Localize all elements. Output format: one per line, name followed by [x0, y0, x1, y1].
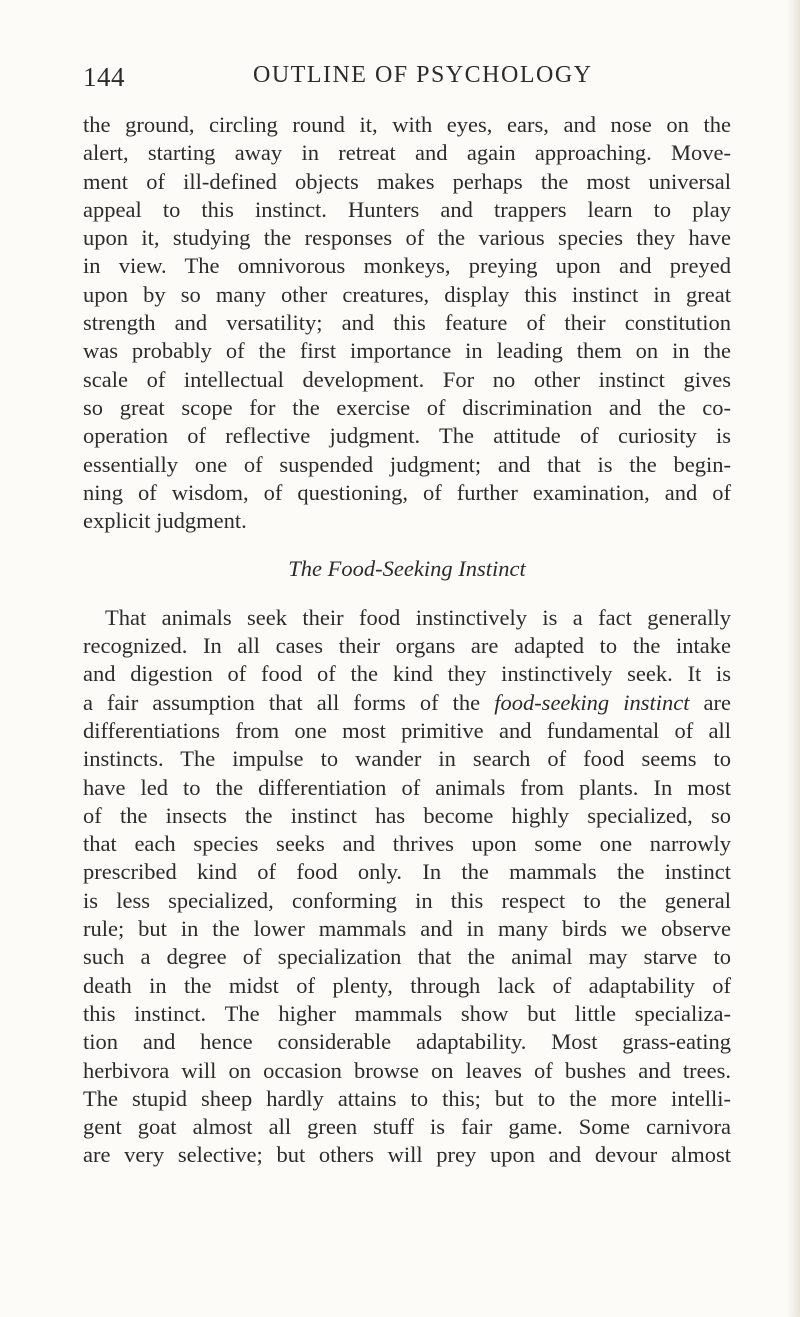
page-edge-shadow — [786, 0, 800, 1317]
text-line: rule; but in the lower mammals and in many birds we observe — [83, 916, 731, 942]
page-number: 144 — [83, 62, 125, 92]
text-line: strength and versatility; and this feature of their constitution — [83, 310, 731, 336]
text-line: gent goat almost all green stuff is fair game. Some carnivora — [83, 1114, 731, 1140]
text-line: that each species seeks and thrives upon some one narrowly — [83, 831, 731, 857]
text-line: essentially one of suspended judgment; and that is the begin- — [83, 451, 731, 477]
text-line-with-emphasis — [83, 689, 731, 717]
text-line: ning of wisdom, of questioning, of further examination, and of — [83, 479, 731, 505]
text-line: ment of ill-defined objects makes perhaps the most universal — [83, 168, 731, 194]
text-line: appeal to this instinct. Hunters and trappers learn to play — [83, 196, 731, 222]
emphasized-term: food-seeking instinct — [494, 689, 690, 715]
text-line: death in the midst of plenty, through lack of adaptability of — [83, 972, 731, 998]
text-line: was probably of the first importance in leading them on in the — [83, 338, 731, 364]
text-line: scale of intellectual development. For no other instinct gives — [83, 366, 731, 392]
text-line: so great scope for the exercise of discrimination and the co- — [83, 394, 731, 420]
text-line: have led to the differentiation of animals from plants. In most — [83, 774, 731, 800]
text-line: herbivora will on occasion browse on leaves of bushes and trees. — [83, 1057, 731, 1083]
text-line: operation of reflective judgment. The attitude of curiosity is — [83, 423, 731, 449]
text-line: are very selective; but others will prey upon and devour almost — [83, 1142, 731, 1168]
text-line: explicit judgment. — [83, 508, 247, 534]
text-line: of the insects the instinct has become highly specialized, so — [83, 802, 731, 828]
text-line: such a degree of specialization that the animal may starve to — [83, 944, 731, 970]
text-segment: are — [689, 689, 731, 715]
text-line: upon it, studying the responses of the various species they have — [83, 225, 731, 251]
text-line: alert, starting away in retreat and again approaching. Move- — [83, 140, 731, 166]
text-line: recognized. In all cases their organs are adapted to the intake — [83, 633, 731, 659]
text-line: this instinct. The higher mammals show but little specializa- — [83, 1000, 731, 1026]
text-line: in view. The omnivorous monkeys, preying upon and preyed — [83, 253, 731, 279]
paragraph-curiosity-continued — [83, 111, 731, 535]
paragraph-food-seeking — [83, 604, 731, 1170]
text-line: differentiations from one most primitive and fundamental of all — [83, 717, 731, 743]
text-line: The stupid sheep hardly attains to this; but to the more intelli- — [83, 1085, 731, 1111]
text-line: upon by so many other creatures, display this instinct in great — [83, 281, 731, 307]
text-line: and digestion of food of the kind they instinctively seek. It is — [83, 661, 731, 687]
text-line: instincts. The impulse to wander in search of food seems to — [83, 746, 731, 772]
text-line: tion and hence considerable adaptability. Most grass-eating — [83, 1029, 731, 1055]
page-header — [0, 62, 800, 102]
running-head: OUTLINE OF PSYCHOLOGY — [253, 62, 593, 88]
page-body — [83, 111, 731, 1170]
text-line: prescribed kind of food only. In the mammals the instinct — [83, 859, 731, 885]
text-line: the ground, circling round it, with eyes, ears, and nose on the — [83, 112, 731, 137]
section-heading: The Food-Seeking Instinct — [288, 556, 526, 582]
text-segment: a fair assumption that all forms of the — [83, 689, 495, 715]
text-line: That animals seek their food instinctively is a fact generally — [105, 604, 731, 630]
text-line: is less specialized, conforming in this respect to the general — [83, 887, 731, 913]
